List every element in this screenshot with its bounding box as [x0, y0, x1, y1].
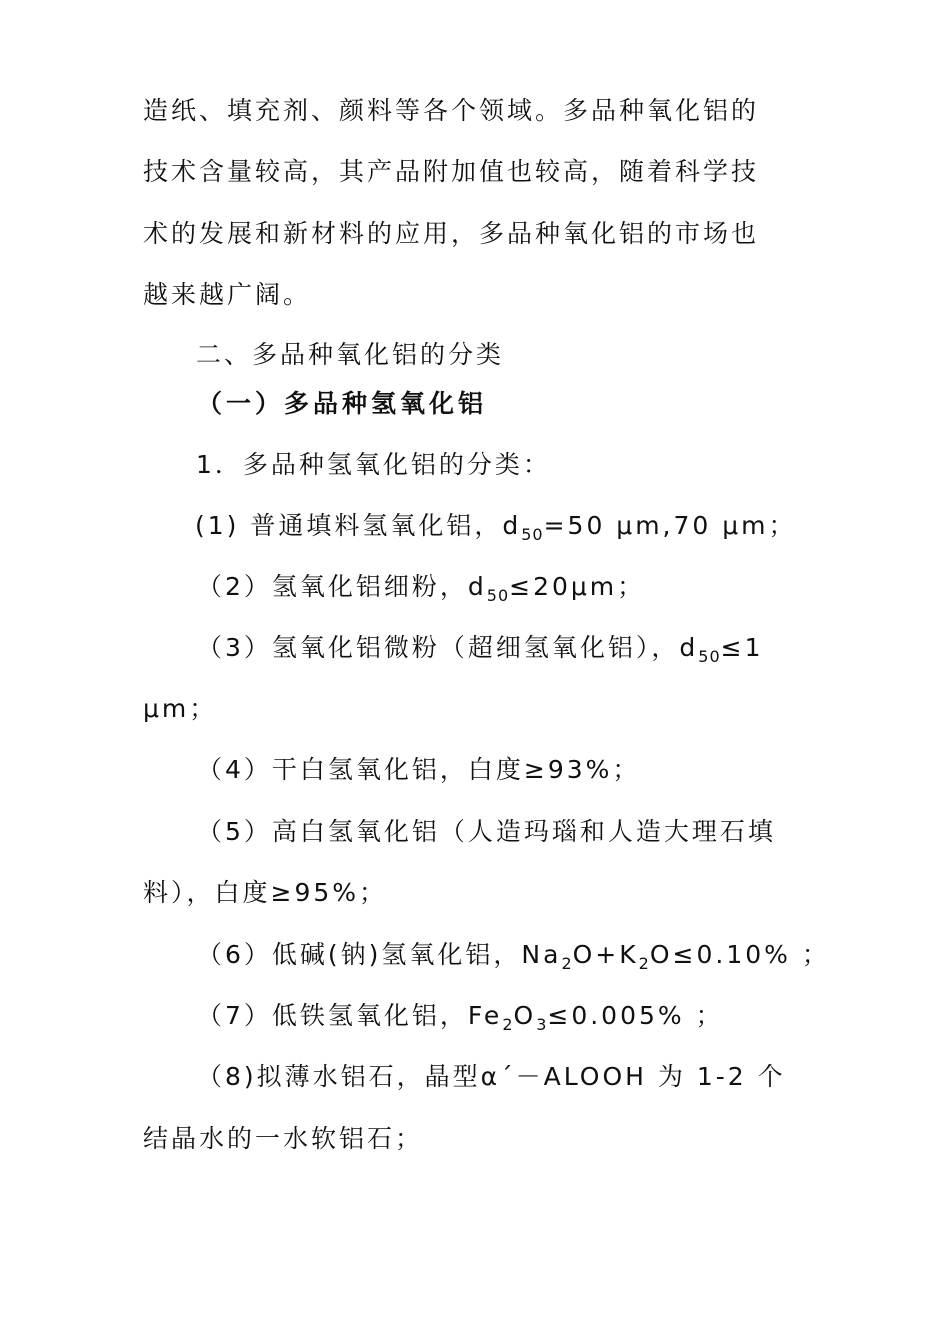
list-item-7 [0, 1001, 950, 1034]
section-heading: 二、多品种氧化铝的分类 [196, 340, 505, 369]
paragraph-line: 造纸、填充剂、颜料等各个领域。多品种氧化铝的 [143, 96, 760, 125]
list-item-text: （2）氢氧化铝细粉，d [197, 572, 487, 601]
list-item-text: ≤0.005% ； [547, 1001, 724, 1030]
paragraph-line: 技术含量较高，其产品附加值也较高，随着科学技 [143, 157, 760, 186]
list-item-8-continued: 结晶水的一水软铝石； [143, 1124, 424, 1153]
list-item-text: O+K [572, 940, 639, 969]
list-item-5: （5）高白氢氧化铝（人造玛瑙和人造大理石填 [197, 817, 776, 846]
list-item-text: （7）低铁氢氧化铝，Fe [197, 1001, 503, 1030]
list-intro: 1．多品种氢氧化铝的分类： [196, 450, 551, 479]
list-item-text: （3）氢氧化铝微粉（超细氢氧化铝），d [197, 633, 699, 662]
subscript: 50 [521, 525, 544, 544]
subscript: 50 [698, 647, 721, 666]
list-item-1 [0, 511, 950, 544]
list-item-4: （4）干白氢氧化铝，白度≥93%； [197, 755, 641, 784]
list-item-3 [0, 633, 950, 666]
list-item-text: O≤0.10% ； [649, 940, 830, 969]
list-item-3-continued: μm； [143, 694, 218, 723]
subscript: 3 [536, 1015, 548, 1034]
list-item-6 [0, 940, 950, 973]
paragraph-line: 越来越广阔。 [143, 280, 312, 309]
list-item-text: ≤20μm； [509, 572, 646, 601]
list-item-text: （6）低碱(钠)氢氧化铝，Na [197, 940, 562, 969]
list-item-5-continued: 料），白度≥95%； [143, 878, 388, 907]
paragraph-line: 术的发展和新材料的应用，多品种氧化铝的市场也 [143, 219, 760, 248]
list-item-text: O [513, 1001, 537, 1030]
list-item-text: ≤1 [720, 633, 764, 662]
subscript: 50 [486, 586, 510, 605]
list-item-8: （8)拟薄水铝石，晶型α´－ALOOH 为 1-2 个 [197, 1062, 786, 1091]
list-item-2 [0, 572, 950, 605]
subscript: 2 [638, 954, 650, 973]
subscript: 2 [502, 1015, 514, 1034]
list-item-text: (1) 普通填料氢氧化铝，d [195, 511, 522, 540]
subsection-heading: （一）多品种氢氧化铝 [197, 389, 488, 418]
subscript: 2 [561, 954, 573, 973]
list-item-text: =50 μm,70 μm； [543, 511, 797, 540]
